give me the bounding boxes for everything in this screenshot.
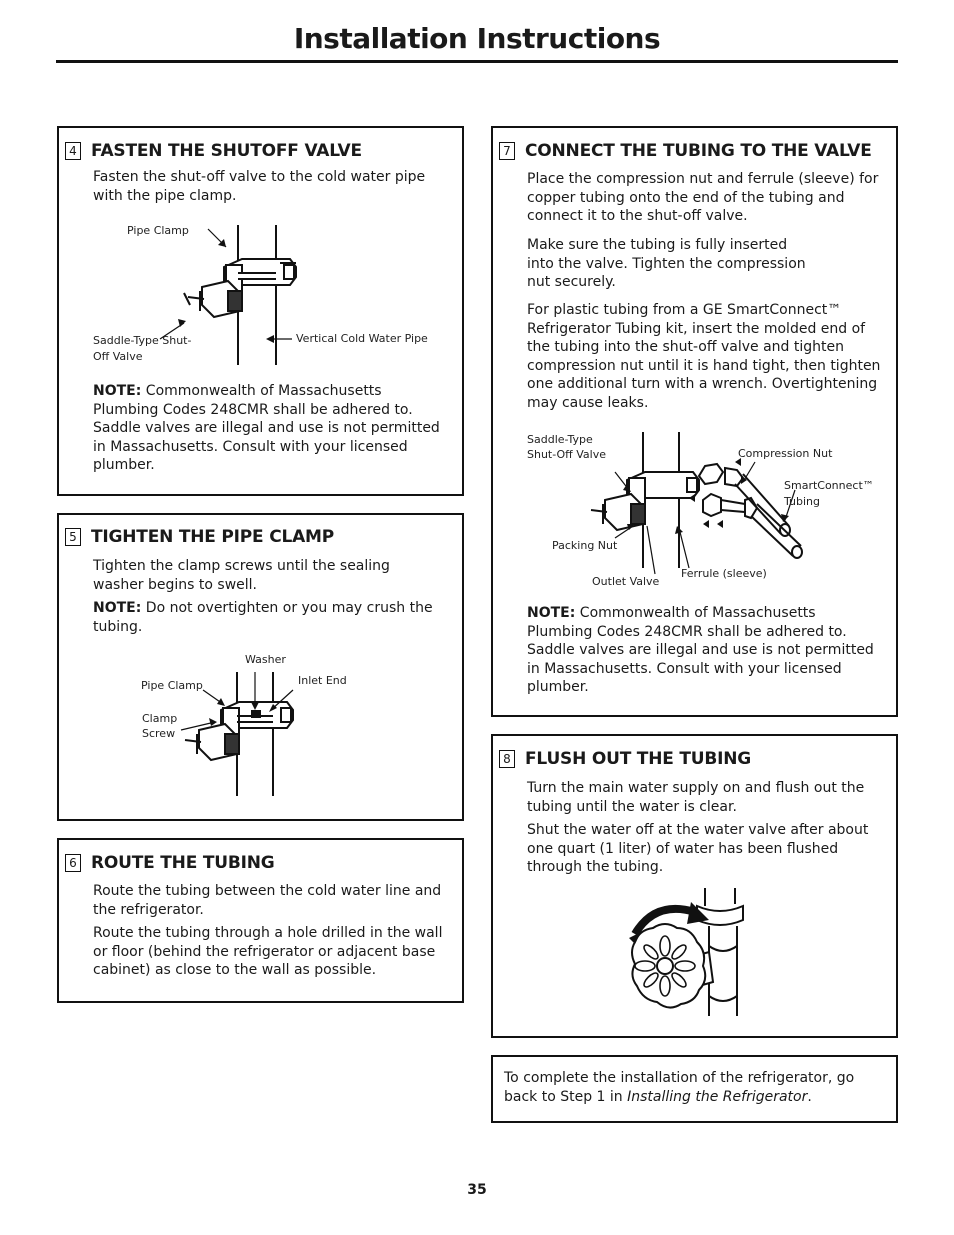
step-7-text-3: For plastic tubing from a GE SmartConnect™ Refrigerator Tubing kit, insert the molded end of the tubing into the shut-off valve and tighten compression nut until it is hand tight, then tighten one additional turn with a wrench. Overtightening may cause leaks. <box>527 302 881 411</box>
label-inlet-end: Inlet End <box>298 674 347 687</box>
step-8-title: FLUSH OUT THE TUBING <box>525 749 752 769</box>
page-title: Installation Instructions <box>293 22 661 55</box>
closing-period: . <box>807 1089 812 1105</box>
note-text: Commonwealth of Massachusetts Plumbing Codes 248CMR shall be adhered to. Saddle valves are illegal and use is not permitted in Massachusetts. Consult with your licensed plumber. <box>93 383 440 474</box>
note-text: Commonwealth of Massachusetts Plumbing Codes 248CMR shall be adhered to. Saddle valves are illegal and use is not permitted in Massachusetts. Consult with your licensed plumber. <box>527 605 874 696</box>
label-saddle-line2: Shut-Off Valve <box>527 448 606 461</box>
label-washer: Washer <box>245 653 286 666</box>
label-packing-nut: Packing Nut <box>552 539 618 552</box>
label-clamp-screw-line2: Screw <box>142 727 176 740</box>
step-7-text-1: Place the compression nut and ferrule (sleeve) for copper tubing onto the end of the tubing and connect it to the shut-off valve. <box>527 171 879 225</box>
note-label: NOTE: <box>93 383 142 399</box>
label-smartconnect-line2: Tubing <box>784 495 821 508</box>
step-6-text-1: Route the tubing between the cold water line and the refrigerator. <box>93 883 442 918</box>
label-saddle-valve-line1: Saddle-Type Shut- <box>93 334 192 347</box>
step-7-number: 7 <box>499 142 515 160</box>
step-5-title: TIGHTEN THE PIPE CLAMP <box>91 527 335 547</box>
page-number: 35 <box>467 1182 487 1198</box>
step-5-text: Tighten the clamp screws until the sealing washer begins to swell. <box>93 558 390 593</box>
label-outlet-valve: Outlet Valve <box>592 575 660 588</box>
label-smartconnect-line1: SmartConnect™ <box>784 479 874 492</box>
step-8-text-2: Shut the water off at the water valve after about one quart (1 liter) of water has been flushed through the tubing. <box>527 822 869 876</box>
label-ferrule: Ferrule (sleeve) <box>681 567 767 580</box>
label-pipe-clamp: Pipe Clamp <box>141 679 203 692</box>
step-8-number: 8 <box>499 750 515 768</box>
note-label: NOTE: <box>93 600 142 616</box>
installing-refrigerator-reference: Installing the Refrigerator <box>627 1089 808 1105</box>
step-4-heading <box>65 141 362 161</box>
label-clamp-screw-line1: Clamp <box>142 712 178 725</box>
step-7-text-2: Make sure the tubing is fully inserted into the valve. Tighten the compression nut securely. <box>527 237 806 291</box>
title-rule <box>56 60 898 63</box>
step-7-heading <box>499 141 872 161</box>
step-4-title: FASTEN THE SHUTOFF VALVE <box>91 141 362 161</box>
water-valve-handle-icon <box>625 886 775 1026</box>
closing-text: To complete the installation of the refrigerator, go back to Step 1 in <box>504 1070 855 1105</box>
step-6-number: 6 <box>65 854 81 872</box>
step-5-note <box>93 599 448 636</box>
note-label: NOTE: <box>527 605 576 621</box>
shutoff-valve-illustration <box>180 215 320 370</box>
step-4-text: Fasten the shut-off valve to the cold water pipe with the pipe clamp. <box>93 169 426 204</box>
step-7-note <box>527 604 885 697</box>
step-4-number: 4 <box>65 142 81 160</box>
step-5-heading <box>65 527 334 547</box>
note-text: Do not overtighten or you may crush the tubing. <box>93 600 433 635</box>
closing-note-text <box>504 1069 888 1107</box>
step-6-title: ROUTE THE TUBING <box>91 853 275 873</box>
label-pipe-clamp: Pipe Clamp <box>127 224 189 237</box>
step-5-number: 5 <box>65 528 81 546</box>
label-vertical-pipe: Vertical Cold Water Pipe <box>296 332 428 345</box>
label-compression-nut: Compression Nut <box>738 447 833 460</box>
step-4-note <box>93 382 448 475</box>
step-6-heading <box>65 853 275 873</box>
step-6-text-2: Route the tubing through a hole drilled in the wall or floor (behind the refrigerator or adjacent base cabinet) as close to the wall as possible. <box>93 925 443 979</box>
label-saddle-line1: Saddle-Type <box>527 433 593 446</box>
label-saddle-valve-line2: Off Valve <box>93 350 143 363</box>
step-8-text-1: Turn the main water supply on and flush out the tubing until the water is clear. <box>527 780 865 815</box>
step-8-heading <box>499 749 751 769</box>
step-7-title: CONNECT THE TUBING TO THE VALVE <box>525 141 872 161</box>
